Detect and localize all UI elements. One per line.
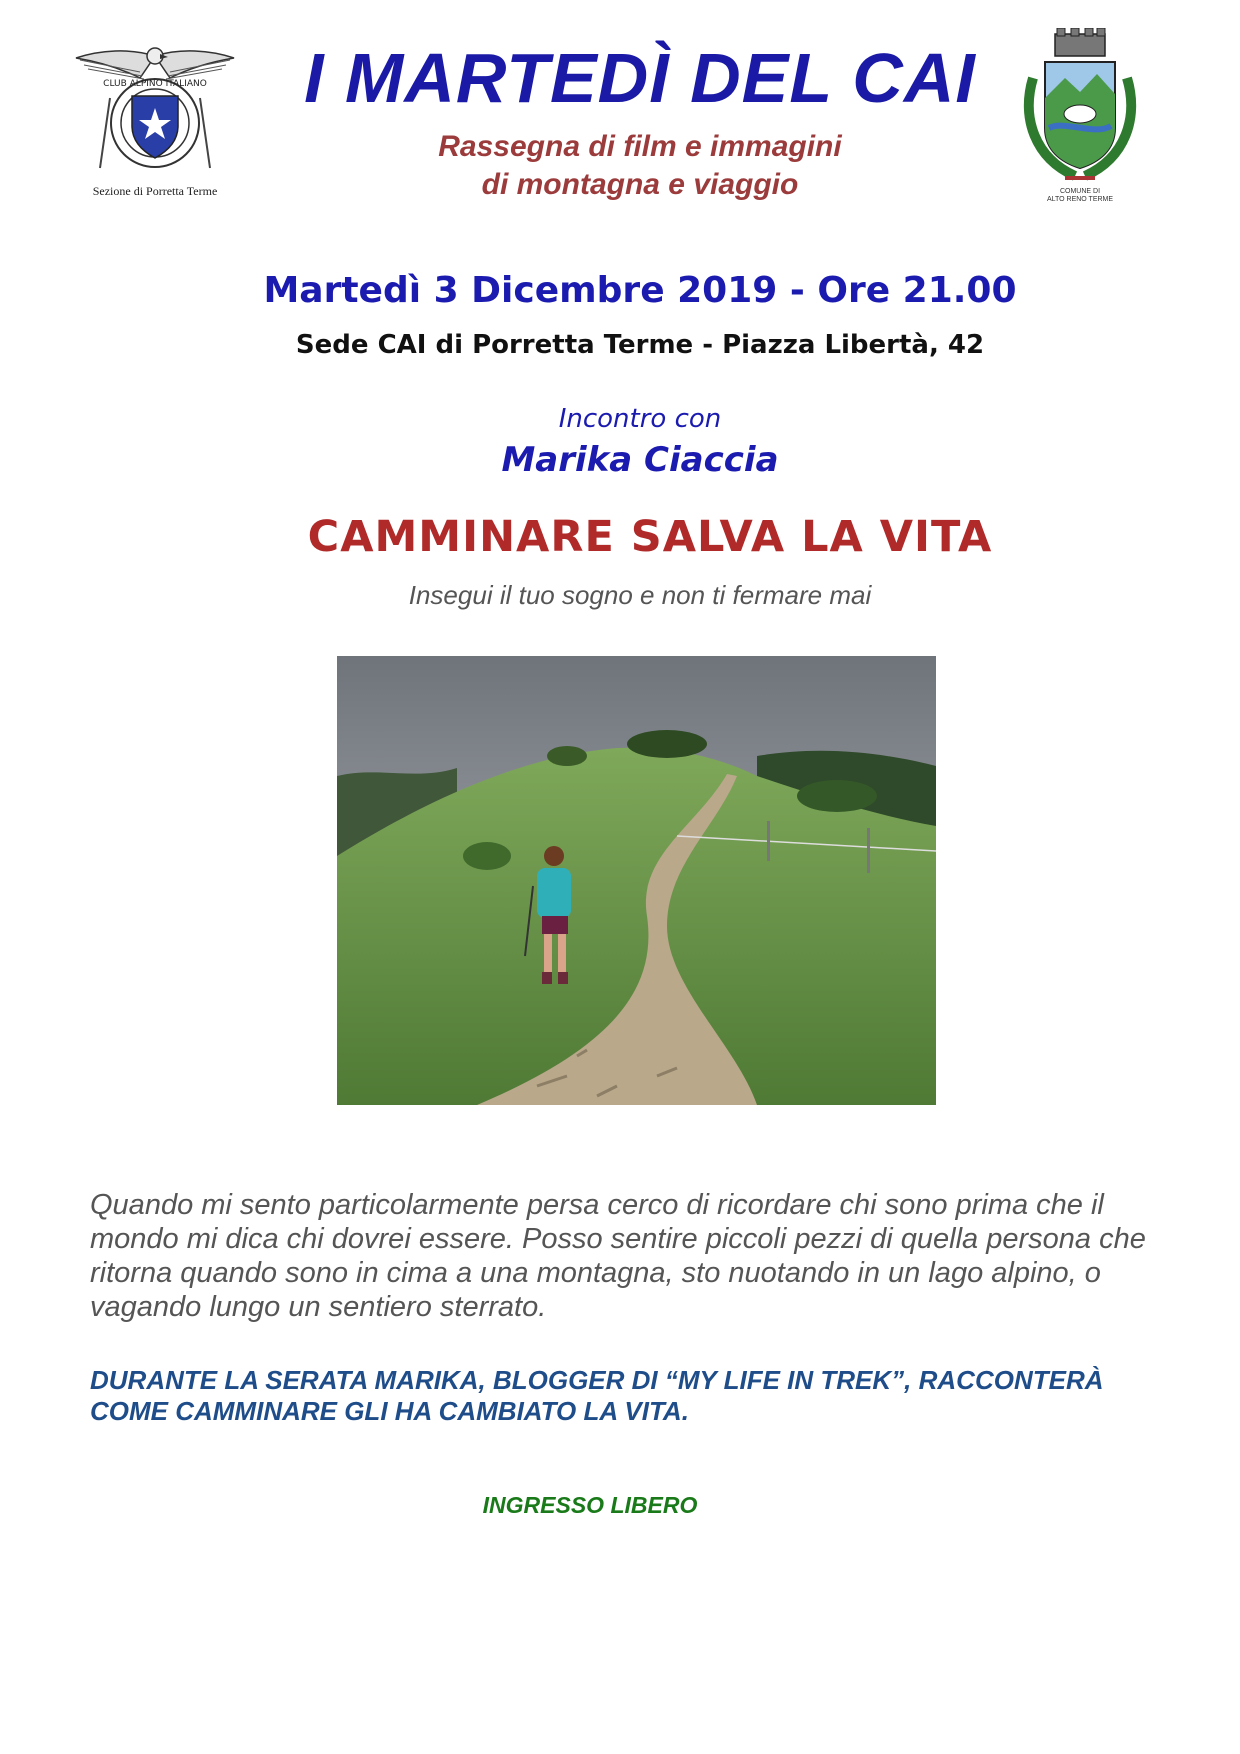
highlight-line: DURANTE LA SERATA MARIKA, BLOGGER DI “MY LIFE IN TREK”, RACCONTERÀ — [90, 1365, 1104, 1395]
speaker-name: Marika Ciaccia — [501, 440, 779, 480]
description-line: Quando mi sento particolarmente persa cerco di ricordare chi sono prima che il — [90, 1189, 1104, 1221]
free-entry-notice: INGRESSO LIBERO — [482, 1492, 698, 1518]
comune-coat-of-arms — [1015, 28, 1145, 208]
cai-section-caption: Sezione di Porretta Terme — [92, 184, 218, 198]
comune-caption-line-1: COMUNE DI — [1059, 188, 1101, 195]
cai-logo-text: CLUB ALPINO ITALIANO — [103, 79, 207, 89]
event-venue: Sede CAI di Porretta Terme - Piazza Libertà, 42 — [295, 330, 985, 360]
description-line: ritorna quando sono in cima a una montagna, sto nuotando in un lago alpino, o — [90, 1257, 1101, 1289]
highlight-line: COME CAMMINARE GLI HA CAMBIATO LA VITA. — [90, 1396, 689, 1426]
comune-caption — [1030, 188, 1130, 204]
subtitle-line-2: di montagna e viaggio — [481, 168, 799, 201]
talk-tagline: Insegui il tuo sogno e non ti fermare mai — [408, 580, 872, 610]
event-date-time: Martedì 3 Dicembre 2019 - Ore 21.00 — [263, 270, 1017, 311]
description-line: mondo mi dica chi dovrei essere. Posso sentire piccoli pezzi di quella persona che — [90, 1223, 1146, 1255]
cai-logo — [70, 38, 240, 208]
event-highlight — [90, 1365, 1170, 1427]
description-line: vagando lungo un sentiero sterrato. — [90, 1291, 547, 1323]
hiker-photo — [337, 656, 936, 1105]
subtitle-line-1: Rassegna di film e immagini — [438, 130, 842, 163]
meeting-label: Incontro con — [558, 404, 722, 434]
talk-title: CAMMINARE SALVA LA VITA — [307, 512, 993, 562]
comune-caption-line-2: ALTO RENO TERME — [1046, 196, 1114, 203]
description-paragraph — [90, 1188, 1170, 1324]
page-title: I MARTEDÌ DEL CAI — [304, 39, 976, 117]
